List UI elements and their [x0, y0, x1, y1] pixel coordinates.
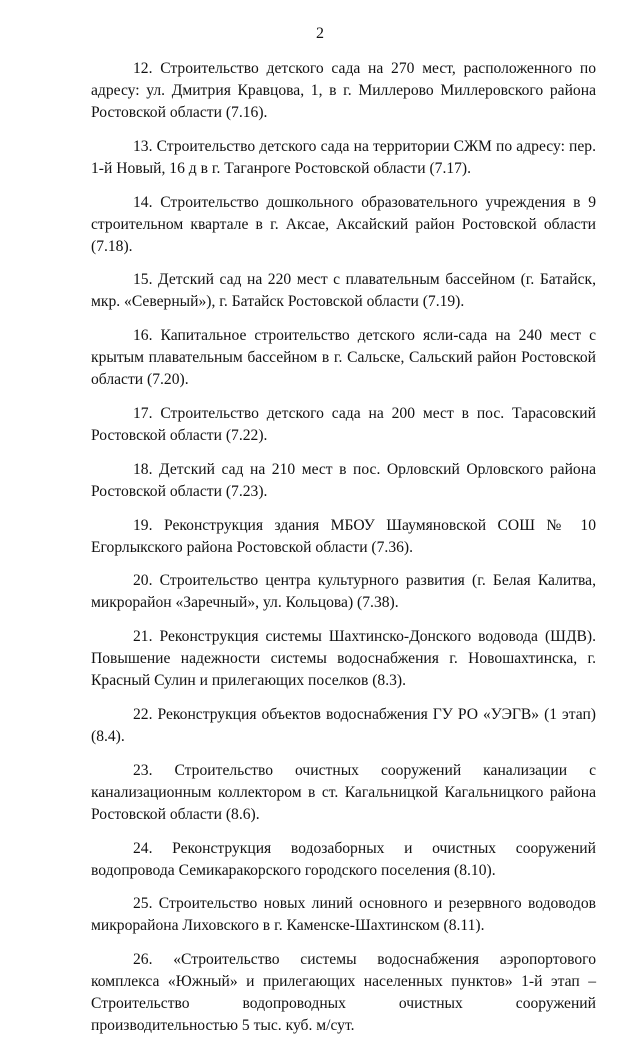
list-item-16: 16. Капитальное строительство детского ясли-сада на 240 мест с крытым плавательным бассейном в г. Сальске, Сальский район Ростовской области (7.20). — [91, 327, 596, 389]
list-item-14: 14. Строительство дошкольного образовательного учреждения в 9 строительном квартале в г. Аксае, Аксайский район Ростовской области (7.18). — [91, 193, 596, 255]
list-item-23: 23. Строительство очистных сооружений канализации с канализационным коллектором в ст. Кагальницкой Кагальницкого района Ростовской области (8.6). — [91, 761, 596, 823]
list-item-20: 20. Строительство центра культурного развития (г. Белая Калитва, микрорайон «Заречный», ул. Кольцова) (7.38). — [91, 572, 596, 612]
list-item-18: 18. Детский сад на 210 мест в пос. Орловский Орловского района Ростовской области (7.23). — [91, 460, 596, 500]
list-item-25: 25. Строительство новых линий основного и резервного водоводов микрорайона Лиховского в г. Каменске-Шахтинском (8.11). — [91, 895, 596, 935]
list-item-12: 12. Строительство детского сада на 270 мест, расположенного по адресу: ул. Дмитрия Кравцова, 1, в г. Миллерово Миллеровского района Ростовской области (7.16). — [91, 60, 596, 121]
list-item-15: 15. Детский сад на 220 мест с плавательным бассейном (г. Батайск, мкр. «Северный»), г. Батайск Ростовской области (7.19). — [91, 271, 596, 311]
list-item-24: 24. Реконструкция водозаборных и очистных сооружений водопровода Семикаракорского городского поселения (8.10). — [91, 839, 596, 879]
document-body — [91, 58, 596, 1049]
list-item-19: 19. Реконструкция здания МБОУ Шаумяновской СОШ № 10 Егорлыкского района Ростовской области (7.36). — [91, 516, 596, 556]
list-item-26: 26. «Строительство системы водоснабжения аэропортового комплекса «Южный» и прилегающих населенных пунктов» 1-й этап – Строительство водопроводных очистных сооружений производительностью 5 тыс. куб. м/сут. — [91, 951, 596, 1035]
list-item-21: 21. Реконструкция системы Шахтинско-Донского водовода (ШДВ). Повышение надежности системы водоснабжения г. Новошахтинска, г. Красный Сулин и прилегающих поселков (8.3). — [91, 628, 596, 690]
list-item-22: 22. Реконструкция объектов водоснабжения ГУ РО «УЭГВ» (1 этап) (8.4). — [91, 705, 596, 745]
page-number: 2 — [316, 25, 324, 42]
list-item-13: 13. Строительство детского сада на территории СЖМ по адресу: пер. 1-й Новый, 16 д в г. Таганроге Ростовской области (7.17). — [91, 137, 596, 177]
list-item-17: 17. Строительство детского сада на 200 мест в пос. Тарасовский Ростовской области (7.22). — [91, 404, 596, 444]
